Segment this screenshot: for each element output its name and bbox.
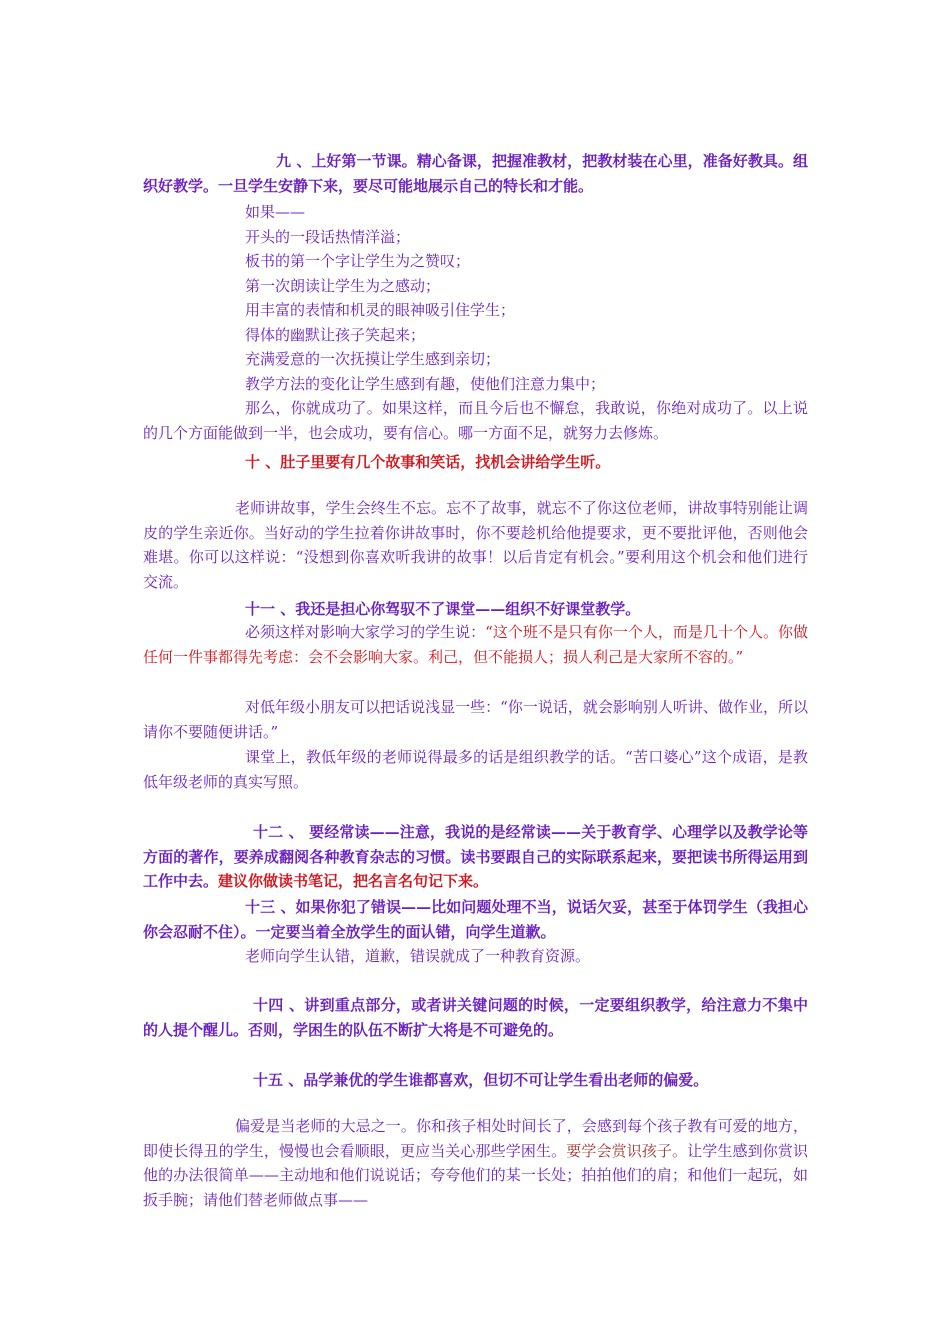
section-15-heading: 十五 、品学兼优的学生谁都喜欢，但切不可让学生看出老师的偏爱。 bbox=[253, 1071, 709, 1089]
s9-line-6: 得体的幽默让孩子笑起来； bbox=[245, 326, 426, 344]
s12-heading-red: 建议你做读书笔记，把名言名句记下来。 bbox=[218, 872, 489, 890]
s12-heading-text: 十二 、 要经常读——注意，我说的是经常读——关于教育学、心理学以及教学论等方面的著作，要养成翻阅各种教育杂志的习惯。读书要跟自己的实际联系起来，要把读书所得运用到工作中去。 bbox=[143, 823, 808, 890]
s9-line-7: 充满爱意的一次抚摸让学生感到亲切； bbox=[245, 350, 501, 368]
s11-paragraph-1 bbox=[143, 620, 808, 669]
s15-body bbox=[143, 1114, 808, 1212]
s10-body: 老师讲故事，学生会终生不忘。忘不了故事，就忘不了你这位老师，讲故事特别能让调皮的学生亲近你。当好动的学生拉着你讲故事时，你不要趁机给他提要求，更不要批评他，否则他会难堪。你可以这样说：“没想到你喜欢听我讲的故事！以后肯定有机会。”要利用这个机会和他们进行交流。 bbox=[143, 499, 808, 591]
s9-line-2: 开头的一段话热情洋溢； bbox=[245, 228, 411, 246]
s11-paragraph-3: 课堂上，教低年级的老师说得最多的话是组织教学的话。“苦口婆心”这个成语，是教低年级老师的真实写照。 bbox=[143, 748, 808, 791]
section-10-heading: 十 、肚子里要有几个故事和笑话，找机会讲给学生听。 bbox=[245, 453, 611, 471]
s9-line-3: 板书的第一个字让学生为之赞叹； bbox=[245, 252, 471, 270]
s15-body-a: 偏爱是当老师的大忌之一。你和孩子相处时间长了，会感到每个孩子教有可爱的地方，即使长得丑的学生，慢慢也会看顺眼，更应当关心那些学困生。 bbox=[143, 1117, 808, 1160]
s9-line-5: 用丰富的表情和机灵的眼神吸引住学生； bbox=[245, 301, 516, 319]
section-13-heading: 十三 、如果你犯了错误——比如问题处理不当，说话欠妥，甚至于体罚学生（我担心你会忍耐不住）。一定要当着全放学生的面认错，向学生道歉。 bbox=[143, 898, 808, 941]
s9-line-4: 第一次朗读让学生为之感动； bbox=[245, 277, 441, 295]
section-9-heading: 九 、上好第一节课。精心备课，把握准教材，把教材装在心里，准备好教具。组织好教学。一旦学生安静下来，要尽可能地展示自己的特长和才能。 bbox=[143, 152, 808, 195]
s15-body-b: 让学生感到你赏识他的办法很简单——主动地和他们说说话；夸夸他们的某一长处；拍拍他们的肩；和他们一起玩，如扳手腕；请他们替老师做点事—— bbox=[143, 1141, 808, 1209]
s9-conclusion: 那么，你就成功了。如果这样，而且今后也不懈怠，我敢说，你绝对成功了。以上说的几个方面能做到一半，也会成功，要有信心。哪一方面不足，就努力去修炼。 bbox=[143, 399, 808, 442]
s9-line-8: 教学方法的变化让学生感到有趣，使他们注意力集中； bbox=[245, 375, 606, 393]
s13-body: 老师向学生认错，道歉，错误就成了一种教育资源。 bbox=[245, 947, 591, 965]
s11-p1-quote: “这个班不是只有你一个人，而是几十个人。你做任何一件事都得先考虑：会不会影响大家。利己，但不能损人；损人利己是大家所不容的。” bbox=[143, 623, 808, 666]
section-14-heading: 十四 、讲到重点部分，或者讲关键问题的时候，一定要组织教学，给注意力不集中的人提个醒儿。否则，学困生的队伍不断扩大将是不可避免的。 bbox=[143, 996, 808, 1039]
section-11-heading: 十一 、我还是担心你驾驭不了课堂——组织不好课堂教学。 bbox=[245, 600, 641, 618]
s9-line-1: 如果—— bbox=[245, 203, 306, 221]
section-12-heading bbox=[143, 820, 808, 894]
s11-paragraph-2: 对低年级小朋友可以把话说浅显一些：“你一说话，就会影响别人听讲、做作业，所以请你不要随便讲话。” bbox=[143, 698, 808, 741]
s15-body-red: 要学会赏识孩子。 bbox=[566, 1141, 688, 1160]
s11-p1-lead: 必须这样对影响大家学习的学生说： bbox=[245, 623, 486, 641]
